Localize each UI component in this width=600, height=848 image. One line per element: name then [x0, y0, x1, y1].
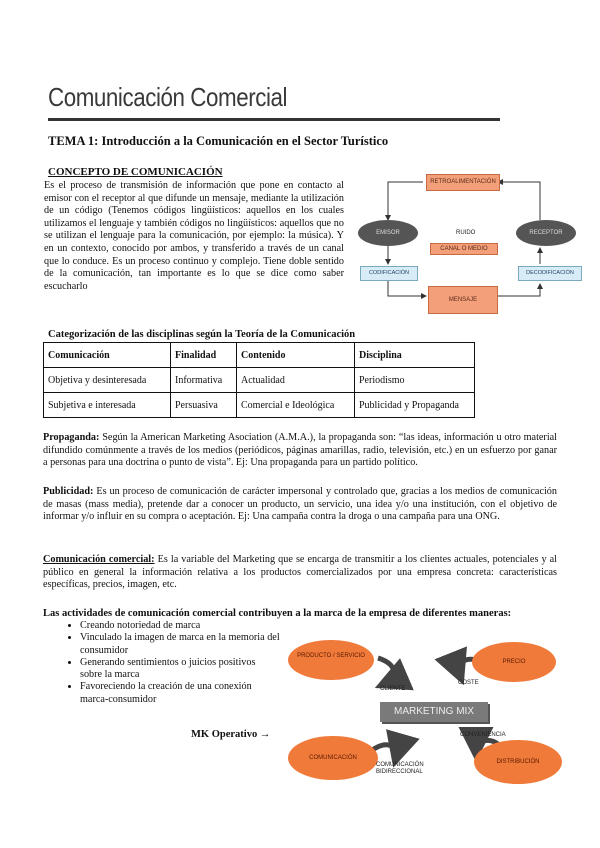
cost-label: COSTE [458, 680, 479, 686]
noise-label: RUIDO [456, 230, 476, 236]
disciplines-table [43, 342, 475, 418]
comercial-paragraph [43, 554, 557, 592]
communication-node: COMUNICACIÓN [288, 736, 378, 780]
table-cell: Publicidad y Propaganda [355, 393, 475, 418]
table-row [44, 368, 475, 393]
list-item: • Vinculado la imagen de marca en la memoria del consumidor [80, 632, 280, 657]
receiver-node: RECEPTOR [516, 220, 576, 246]
table-cell: Persuasiva [171, 393, 237, 418]
concept-heading: CONCEPTO DE COMUNICACIÓN [48, 166, 223, 178]
concept-paragraph: Es el proceso de transmisión de información que pone en contacto al emisor con el receptor al que difunde un mensaje, mediante la utilización de un código (Tenemos códigos lingüísticos: aquellos en los cuales utilizamos el lenguaje y también códigos no lingüísticos: aquellos que no se utilizan el lenguaje para la comunicación, por ejemplo: la música). Y en un contexto, conocido por ambos, y transferido a través de un canal que lo conduce. Es un proceso continuo y complejo. Tiene doble sentido de la comunicación, tan importante es lo que se dice como saber escucharlo [44, 180, 344, 292]
price-node: PRECIO [472, 642, 556, 682]
table-header: Comunicación [44, 343, 171, 368]
mk-operativo-label: MK Operativo → [191, 729, 271, 740]
table-cell: Objetiva y desinteresada [44, 368, 171, 393]
publicidad-text: Es un proceso de comunicación de carácter impersonal y controlado que, gracias a los medios de comunicación de masas (mass media), pretende dar a conocer un producto, un servicio, una idea y/o una institución, con el objetivo de informar y/o influir en su compra o aceptación. Ej: Una campaña contra la droga o una campaña para una ONG. [43, 486, 557, 523]
table-row [44, 393, 475, 418]
client-label: CLIENTE [380, 686, 406, 692]
table-cell: Comercial e Ideológica [237, 393, 355, 418]
marketing-mix-box: MARKETING MIX [380, 702, 488, 722]
feedback-box: RETROALIMENTACIÓN [426, 174, 500, 191]
table-cell: Informativa [171, 368, 237, 393]
publicidad-paragraph [43, 486, 557, 524]
emitter-node: EMISOR [358, 220, 418, 246]
table-header: Disciplina [355, 343, 475, 368]
title-divider [48, 118, 500, 121]
propaganda-text: Según la American Marketing Asociation (A.M.A.), la propaganda son: “las ideas, información u otro material difundido comúnmente a través de los medios (periódicos, páginas amarillas, radio, televisión, etc.) en un esfuerzo por ganar a personas para una doctrina o punto de vista”. Ej: Una propaganda para un partido político. [43, 432, 557, 469]
activities-heading: Las actividades de comunicación comercial contribuyen a la marca de la empresa de diferentes maneras: [43, 608, 512, 619]
list-item: • Creando notoriedad de marca [80, 620, 280, 632]
bidirectional-label: COMUNICACIÓN BIDIRECCIONAL [376, 762, 424, 775]
marketing-mix-diagram [286, 636, 568, 786]
propaganda-label: Propaganda: [43, 432, 100, 443]
propaganda-paragraph [43, 432, 557, 470]
channel-box: CANAL O MEDIO [430, 243, 498, 255]
table-cell: Actualidad [237, 368, 355, 393]
list-item: • Favoreciendo la creación de una conexión marca-consumidor [80, 681, 280, 706]
publicidad-label: Publicidad: [43, 486, 94, 497]
communication-diagram [358, 168, 598, 318]
topic-heading: TEMA 1: Introducción a la Comunicación en el Sector Turístico [48, 134, 389, 148]
table-heading: Categorización de las disciplinas según la Teoría de la Comunicación [48, 329, 356, 340]
convenience-label: CONVENIENCIA [460, 732, 506, 738]
distribution-node: DISTRIBUCIÓN [474, 740, 562, 784]
activities-list [63, 620, 280, 706]
product-node: PRODUCTO / SERVICIO [288, 640, 374, 680]
encoding-box: CODIFICACIÓN [360, 266, 418, 281]
comercial-label: Comunicación comercial: [43, 554, 155, 565]
table-header: Contenido [237, 343, 355, 368]
table-header: Finalidad [171, 343, 237, 368]
comercial-text: Es la variable del Marketing que se encarga de transmitir a los clientes actuales, potenciales y al público en general la información relativa a los productos comercializados por una empresa concreta: características específicas, precios, imagen, etc. [43, 554, 557, 591]
table-cell: Subjetiva e interesada [44, 393, 171, 418]
table-cell: Periodismo [355, 368, 475, 393]
list-item: • Generando sentimientos o juicios positivos sobre la marca [80, 657, 280, 682]
table-header-row [44, 343, 475, 368]
message-box: MENSAJE [428, 286, 498, 314]
decoding-box: DECODIFICACIÓN [518, 266, 582, 281]
document-title: Comunicación Comercial [48, 82, 288, 112]
